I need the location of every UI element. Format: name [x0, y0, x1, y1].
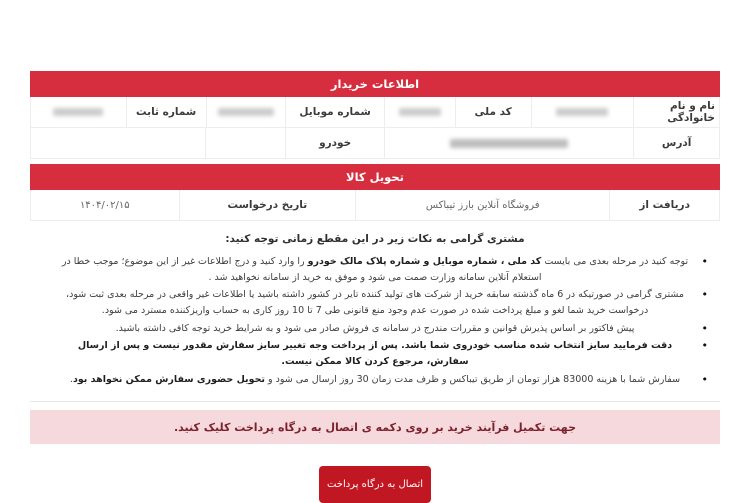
connect-to-payment-gateway-button[interactable]: اتصال به درگاه پرداخت [319, 466, 431, 503]
redacted-value [556, 108, 608, 116]
table-row [31, 190, 719, 220]
cta-banner [30, 410, 720, 444]
redacted-value [218, 108, 274, 116]
note-item: • دقت فرمایید سایز انتخاب شده مناسب خودروی شما باشد. پس از پرداخت وجه تغییر سایز سفارش مقدور نیست و پس از ارسال سفارش، مرجوع کردن کالا ممکن نیست. [44, 338, 706, 369]
button-row [30, 466, 720, 503]
note-item: • پیش فاکتور بر اساس پذیرش قوانین و مقررات مندرج در سامانه ی فروش صادر می شود و به شرایط خرید توجه کافی داشته باشید. [44, 321, 706, 337]
receive-from-value: فروشگاه آنلاین بارز تیباکس [355, 190, 609, 220]
buyer-info-table [30, 97, 720, 159]
national-id-value [384, 97, 455, 127]
cta-banner-text: جهت تکمیل فرآیند خرید بر روی دکمه ی اتصال به درگاه پرداخت کلیک کنید. [174, 420, 576, 434]
notes-list [44, 254, 706, 387]
redacted-value [53, 108, 103, 116]
car-value [205, 128, 285, 158]
address-value [384, 128, 633, 158]
notes-heading: مشتری گرامی به نکات زیر در این مقطع زمانی توجه کنید: [225, 233, 525, 245]
buyer-info-title: اطلاعات خریدار [330, 77, 420, 91]
delivery-header [30, 164, 720, 190]
buyer-info-header [30, 71, 720, 97]
national-id-label: کد ملی [455, 97, 531, 127]
receive-from-label: دریافت از [609, 190, 719, 220]
table-row [31, 127, 719, 158]
page-content [30, 71, 720, 503]
redacted-value [399, 108, 441, 116]
delivery-title: تحویل کالا [346, 170, 404, 184]
table-row [31, 97, 719, 127]
mobile-value [206, 97, 286, 127]
landline-label: شماره ثابت [126, 97, 206, 127]
landline-value [31, 97, 126, 127]
redacted-value [450, 139, 568, 148]
note-item: • توجه کنید در مرحله بعدی می بایست کد ملی ، شماره موبایل و شماره پلاک مالک خودرو را وارد کنید و درج اطلاعات غیر از این موضوع؛ موجب خطا در استعلام آنلاین سامانه وزارت صمت می شود و موفق به خرید از سامانه نخواهید شد . [44, 254, 706, 285]
top-whitespace [0, 0, 750, 71]
request-date-value: ۱۴۰۴/۰۲/۱۵ [79, 199, 130, 211]
fullname-label: نام و نام خانوادگی [633, 97, 719, 127]
request-date-label: تاریخ درخواست [179, 190, 355, 220]
fullname-value [531, 97, 634, 127]
note-item: • مشتری گرامی در صورتیکه در 6 ماه گذشته سابقه خرید از شرکت های تولید کننده تایر در کشور داشته باشید یا اطلاعات غیر واقعی در مرحله بعدی ثبت شود، درخواست خرید شما لغو و مبلغ پرداخت شده در صورت عدم وجود منع قانونی طی 7 تا 10 روز کاری به حساب واریزکننده مسترد می شود. [44, 287, 706, 318]
address-label: آدرس [633, 128, 719, 158]
empty-cell [31, 128, 205, 158]
mobile-label: شماره موبایل [285, 97, 384, 127]
note-item: • سفارش شما با هزینه 83000 هزار تومان از طریق تیباکس و ظرف مدت زمان 30 روز ارسال می شود و تحویل حضوری سفارش ممکن نخواهد بود. [44, 372, 706, 388]
notes-section [30, 221, 720, 402]
delivery-table [30, 190, 720, 221]
car-label: خودرو [285, 128, 384, 158]
